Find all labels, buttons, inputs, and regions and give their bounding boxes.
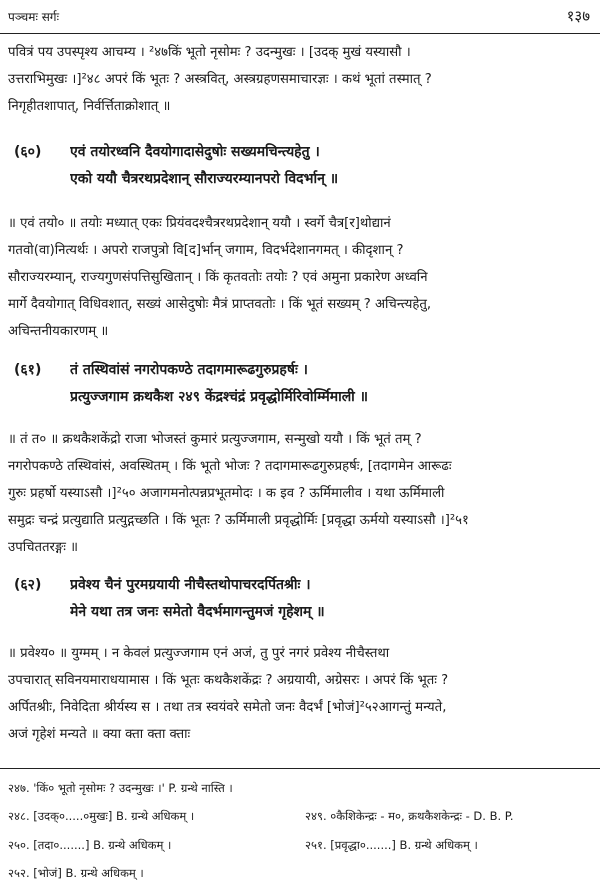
- verse-number: (६२): [14, 577, 42, 593]
- footnote: २४७. 'किं० भूतो नृसोमः ? उदन्मुखः ।' P. ग्रन्थे नास्ति ।: [8, 781, 233, 795]
- commentary-line: नगरोपकण्ठे तस्थिवांसं, अवस्थितम् । किं भूतो भोजः ? तदागमारूढगुरुप्रहर्षः, [तदागमेन आरूढः: [8, 459, 452, 474]
- footnote-rule: [0, 768, 600, 769]
- running-header: [8, 6, 590, 28]
- commentary-line: समुद्रः चन्द्रं प्रत्युद्याति प्रत्युद्गच्छति । किं भूतः ? ऊर्मिमाली प्रवृद्धोर्मिः [प्रवृद्धा ऊर्मयो यस्याऽसौ ।]²५१: [8, 513, 469, 528]
- header-rule: [0, 33, 600, 34]
- commentary-line: मार्गे दैवयोगात् विधिवशात्, सख्यं आसेदुषोः मैत्रं प्राप्तवतोः । किं भूतं सख्यम् ? अचिन्त्यहेतु,: [8, 297, 432, 312]
- commentary-line: अचिन्तनीयकारणम् ॥: [8, 324, 109, 339]
- commentary-line: गतवो(वा)नित्यर्थः । अपरो राजपुत्रो वि[द]र्भान् जगाम, विदर्भदेशानगमत् । कीदृशान् ?: [8, 243, 404, 258]
- footnote: २५०. [तदा०.......] B. ग्रन्थे अधिकम् ।: [8, 838, 172, 852]
- verse-line: तं तस्थिवांसं नगरोपकण्ठे तदागमारूढगुरुप्रहर्षः ।: [70, 362, 308, 378]
- commentary-line: ॥ प्रवेश्य० ॥ युग्मम् । न केवलं प्रत्युज्जगाम एनं अजं, तु पुरं नगरं प्रवेश्य नीचैस्तथा: [8, 646, 390, 661]
- commentary-line: पवित्रं पय उपस्पृश्य आचम्य । ²४७किं भूतो नृसोमः ? उदन्मुखः । [उदक् मुखं यस्यासौ ।: [8, 45, 411, 60]
- verse-number: (६०): [14, 144, 42, 160]
- commentary-line: उत्तराभिमुखः ।]²४८ अपरं किं भूतः ? अस्त्रवित्, अस्त्रग्रहणसमाचारज्ञः । कथं भूतां तस्मात् ?: [8, 72, 432, 87]
- footnote: २५१. [प्रवृद्धा०.......] B. ग्रन्थे अधिकम् ।: [305, 838, 478, 852]
- footnote: २४९. ०कैशिकेन्द्रः - म०, क्रथकैशकेन्द्रः - D. B. P.: [305, 809, 514, 823]
- commentary-line: अर्पितश्रीः, निवेदिता श्रीर्यस्य स । तथा तत्र स्वयंवरे समेतो जनः वैदर्भं [भोजं]²५२आगन्तुं मन्यते,: [8, 700, 447, 715]
- footnote: २५२. [भोजं] B. ग्रन्थे अधिकम् ।: [8, 866, 144, 880]
- verse-line: मेने यथा तत्र जनः समेतो वैदर्भमागन्तुमजं गृहेशम् ॥: [70, 604, 325, 620]
- verse-line: प्रत्युज्जगाम क्रथकैश २४९ केंद्रश्चंद्रं प्रवृद्धोर्मिरिवोर्म्मिमाली ॥: [70, 389, 369, 405]
- verse-line: एको ययौ चैत्ररथप्रदेशान् सौराज्यरम्यानपरो विदर्भान् ॥: [70, 171, 339, 187]
- page-number: १३७: [566, 7, 590, 25]
- commentary-line: गुरुः प्रहर्षो यस्याऽसौ ।]²५० अजागमनोत्पन्नप्रभूतमोदः । क इव ? ऊर्मिमालीव । यथा ऊर्मिमाली: [8, 486, 445, 501]
- commentary-line: ॥ तं त० ॥ क्रथकैशकेंद्रो राजा भोजस्तं कुमारं प्रत्युज्जगाम, सन्मुखो ययौ । किं भूतं तम् ?: [8, 432, 422, 447]
- verse-line: प्रवेश्य चैनं पुरमग्रयायी नीचैस्तथोपाचरदर्पितश्रीः ।: [70, 577, 311, 593]
- commentary-line: अजं गृहेशं मन्यते ॥ क्या क्ता क्ता क्ताः: [8, 727, 191, 742]
- commentary-line: ॥ एवं तयो० ॥ तयोः मध्यात् एकः प्रियंवदश्चैत्ररथप्रदेशान् ययौ । स्वर्गे चैत्र[र]थोद्यानं: [8, 216, 391, 231]
- commentary-line: उपचिततरङ्गः ॥: [8, 540, 79, 555]
- footnote: २४८. [उदक्०.....०मुखः] B. ग्रन्थे अधिकम् ।: [8, 809, 195, 823]
- verse-line: एवं तयोरध्वनि दैवयोगादासेदुषोः सख्यमचिन्त्यहेतु ।: [70, 144, 320, 160]
- commentary-line: निगृहीतशापात्, निर्वर्त्तिताक्रोशात् ॥: [8, 99, 171, 114]
- commentary-line: सौराज्यरम्यान्, राज्यगुणसंपत्तिसुखितान् । किं कृतवतोः तयोः ? एवं अमुना प्रकारेण अध्वनि: [8, 270, 428, 285]
- chapter-title: पञ्चमः सर्गः: [8, 10, 59, 24]
- commentary-line: उपचारात् सविनयमाराधयामास । किं भूतः कथकैशकेंद्रः ? अग्रयायी, अग्रेसरः । अपरं किं भूतः ?: [8, 673, 449, 688]
- verse-number: (६१): [14, 362, 42, 378]
